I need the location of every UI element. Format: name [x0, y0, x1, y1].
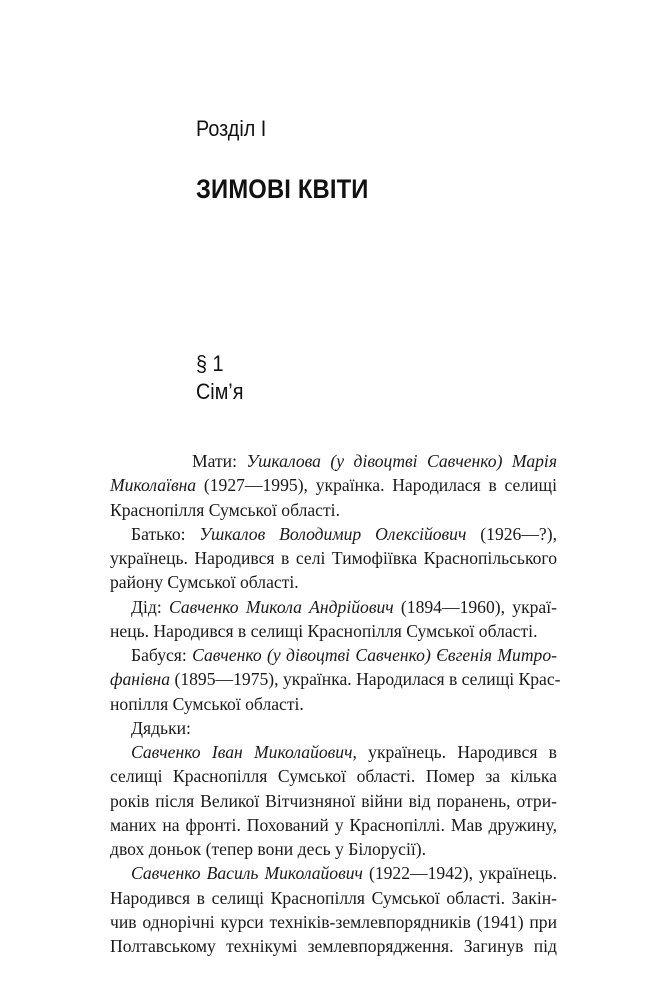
text-line — [110, 449, 557, 473]
text-line — [110, 546, 557, 570]
italic-name: Ушкалов Володимир Олексійович — [199, 523, 467, 544]
italic-name: Савченко Василь Миколайович — [131, 863, 363, 884]
text-segment: двох доньок (тепер вони десь у Білорусії). — [110, 839, 427, 859]
italic-name: Савченко Іван Миколайович — [131, 742, 353, 762]
text-line — [110, 643, 557, 667]
italic-name: Миколаївна — [110, 475, 197, 496]
text-line — [110, 861, 557, 885]
text-segment: селищі Краснопілля Сумської області. Помер за кілька — [110, 766, 557, 787]
text-line — [110, 522, 557, 546]
text-line — [110, 570, 557, 594]
text-segment: маних на фронті. Похований у Краснопіллі. Мав дружину, — [110, 814, 557, 835]
text-segment: (1894—1960), украï- — [393, 596, 557, 617]
section-title: Сім’я — [196, 379, 244, 404]
text-line — [110, 667, 561, 691]
text-segment: , українець. Народився в — [352, 742, 557, 762]
italic-name: Савченко Микола Андрійович — [169, 596, 394, 617]
section-number: § 1 — [196, 351, 224, 376]
text-segment: Дядьки: — [131, 717, 191, 738]
text-segment: чив однорічні курси техніків-землевпорядників (1941) при — [110, 911, 557, 932]
text-segment: років після Великої Вітчизняної війни від поранень, отри- — [110, 790, 557, 811]
text-line — [110, 910, 557, 934]
text-line — [110, 764, 557, 788]
text-segment: Бабуся: — [131, 645, 193, 665]
text-segment: Мати: — [192, 451, 247, 471]
text-line — [110, 837, 557, 861]
text-line — [110, 595, 557, 619]
text-line — [110, 740, 557, 764]
text-line — [110, 789, 557, 813]
text-segment: (1922—1942), українець. — [362, 863, 557, 884]
italic-name: Савченко (у дівоцтві Савченко) Євгенія Митро- — [192, 645, 557, 665]
text-segment: Краснопілля Сумської області. — [110, 499, 340, 520]
text-line — [110, 886, 557, 910]
italic-name: фанівна — [110, 669, 171, 690]
chapter-label: Розділ І — [196, 116, 267, 141]
text-segment: нопілля Сумської області. — [110, 693, 304, 714]
text-line — [110, 619, 557, 643]
text-segment: району Сумської області. — [110, 572, 299, 593]
body-text — [110, 449, 561, 958]
text-segment: Дід: — [131, 596, 169, 617]
text-line — [110, 498, 557, 522]
text-line — [110, 934, 557, 958]
text-segment: Народився в селищі Краснопілля Сумської області. Закін- — [110, 887, 557, 908]
italic-name: Ушкалова (у дівоцтві Савченко) Марія — [246, 451, 557, 471]
text-line — [110, 716, 557, 740]
text-segment: Батько: — [131, 523, 200, 544]
chapter-title: ЗИМОВІ КВІТИ — [196, 174, 369, 204]
text-line — [110, 692, 557, 716]
text-segment: нець. Народився в селищі Краснопілля Сумської області. — [110, 620, 538, 641]
text-line — [110, 473, 557, 497]
text-line — [110, 813, 557, 837]
text-segment: (1895—1975), українка. Народилася в селищі Крас- — [170, 669, 561, 690]
text-segment: (1927—1995), українка. Народилася в селищі — [196, 475, 557, 496]
text-segment: (1926—?), — [466, 523, 557, 544]
text-segment: українець. Народився в селі Тимофіївка Краснопільського — [110, 548, 557, 568]
text-segment: Полтавському технікумі землевпорядження. Загинув під — [110, 936, 557, 956]
